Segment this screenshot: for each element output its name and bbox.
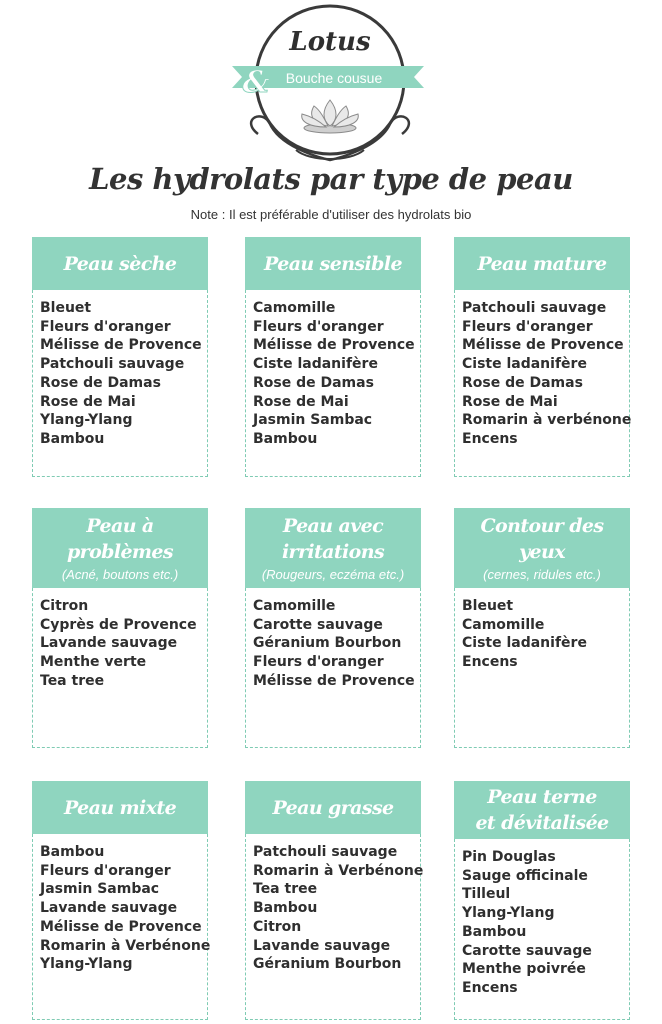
- card-header: [454, 508, 630, 588]
- card-subtitle: (Rougeurs, eczéma etc.): [261, 567, 405, 582]
- list-item: Sauge officinale: [462, 867, 588, 884]
- list-item: Jasmin Sambac: [253, 412, 373, 429]
- list-item: Patchouli sauvage: [40, 356, 185, 373]
- card-title: Peau terne et dévitalisée: [475, 786, 609, 834]
- list-item: Tea tree: [253, 881, 318, 898]
- list-item: Fleurs d'oranger: [462, 318, 593, 335]
- list-item: Camomille: [253, 598, 336, 614]
- card-subtitle: (Acné, boutons etc.): [61, 567, 179, 582]
- list-item: Lavande sauvage: [253, 937, 391, 954]
- list-item: Mélisse de Provence: [253, 672, 415, 689]
- lotus-flower-icon: [302, 100, 359, 133]
- list-item: Encens: [462, 430, 518, 447]
- card-peau-sensible: [245, 237, 421, 477]
- list-item: Fleurs d'oranger: [40, 318, 171, 335]
- card-list: [253, 843, 424, 974]
- list-item: Rose de Damas: [40, 374, 161, 391]
- card-title: Peau sensible: [264, 252, 402, 275]
- list-item: Rose de Damas: [462, 374, 583, 391]
- card-title: Peau mixte: [63, 796, 177, 819]
- list-item: Camomille: [253, 300, 336, 316]
- list-item: Lavande sauvage: [40, 635, 178, 652]
- card-body: [454, 839, 630, 1020]
- list-item: Rose de Damas: [253, 374, 374, 391]
- list-item: Patchouli sauvage: [253, 844, 398, 860]
- card-title: Peau avec irritations: [281, 515, 385, 563]
- list-item: Rose de Mai: [462, 393, 558, 410]
- card-peau-terne: [454, 781, 630, 1020]
- list-item: Ylang-Ylang: [462, 905, 555, 922]
- card-list: [462, 597, 629, 672]
- list-item: Tilleul: [462, 886, 511, 903]
- card-body: [245, 588, 421, 748]
- list-item: Menthe poivrée: [462, 961, 586, 978]
- list-item: Bambou: [253, 900, 318, 917]
- list-item: Ciste ladanifère: [253, 356, 378, 373]
- list-item: Fleurs d'oranger: [253, 654, 384, 671]
- list-item: Romarin à Verbénone: [253, 862, 424, 879]
- card-list: [253, 299, 420, 449]
- card-title: Peau mature: [477, 252, 607, 275]
- list-item: Fleurs d'oranger: [40, 862, 171, 879]
- card-subtitle: (cernes, ridules etc.): [483, 567, 601, 582]
- list-item: Citron: [40, 598, 89, 614]
- list-item: Bambou: [40, 844, 105, 860]
- list-item: Cyprès de Provence: [40, 616, 197, 633]
- lotus-logo: [0, 0, 662, 170]
- list-item: Lavande sauvage: [40, 900, 178, 917]
- card-peau-a-problemes: [32, 508, 208, 748]
- list-item: Mélisse de Provence: [462, 337, 624, 354]
- page-title: Les hydrolats par type de peau: [89, 162, 573, 196]
- list-item: Bambou: [40, 430, 105, 447]
- list-item: Patchouli sauvage: [462, 300, 607, 316]
- list-item: Bambou: [253, 430, 318, 447]
- list-item: Mélisse de Provence: [40, 918, 202, 935]
- card-header: [245, 781, 421, 834]
- card-title: Peau sèche: [63, 252, 177, 275]
- list-item: Mélisse de Provence: [40, 337, 202, 354]
- card-list: [40, 843, 211, 974]
- list-item: Bleuet: [40, 300, 92, 316]
- card-header: [454, 237, 630, 290]
- list-item: Ylang-Ylang: [40, 412, 133, 429]
- list-item: Carotte sauvage: [462, 942, 592, 959]
- card-body: [245, 290, 421, 477]
- card-peau-mature: [454, 237, 630, 477]
- list-item: Fleurs d'oranger: [253, 318, 384, 335]
- card-body: [454, 290, 630, 477]
- list-item: Bambou: [462, 923, 527, 940]
- card-list: [462, 299, 632, 449]
- list-item: Pin Douglas: [462, 849, 556, 865]
- list-item: Géranium Bourbon: [253, 635, 402, 652]
- list-item: Encens: [462, 979, 518, 996]
- card-header: [32, 781, 208, 834]
- list-item: Citron: [253, 918, 302, 935]
- list-item: Ylang-Ylang: [40, 956, 133, 973]
- card-list: [40, 299, 207, 449]
- list-item: Rose de Mai: [253, 393, 349, 410]
- card-body: [245, 834, 424, 1020]
- list-item: Camomille: [462, 616, 545, 633]
- list-item: Mélisse de Provence: [253, 337, 415, 354]
- list-item: Rose de Mai: [40, 393, 136, 410]
- card-header: [245, 508, 421, 588]
- card-header: [32, 237, 208, 290]
- card-body: [454, 588, 630, 748]
- logo-ampersand: &: [242, 65, 270, 100]
- card-peau-grasse: [245, 781, 424, 1020]
- logo-tagline: Bouche cousue: [285, 70, 383, 86]
- list-item: Ciste ladanifère: [462, 356, 587, 373]
- list-item: Romarin à verbénone: [462, 412, 632, 429]
- list-item: Carotte sauvage: [253, 616, 383, 633]
- card-body: [32, 290, 208, 477]
- card-contour-des-yeux: [454, 508, 630, 748]
- list-item: Géranium Bourbon: [253, 956, 402, 973]
- card-title: Peau à problèmes: [66, 515, 174, 563]
- list-item: Jasmin Sambac: [40, 881, 160, 898]
- card-list: [253, 597, 420, 691]
- list-item: Bleuet: [462, 598, 514, 614]
- card-peau-avec-irritations: [245, 508, 421, 748]
- list-item: Romarin à Verbénone: [40, 937, 211, 954]
- card-peau-seche: [32, 237, 208, 477]
- list-item: Menthe verte: [40, 654, 147, 671]
- logo-name: Lotus: [289, 27, 371, 57]
- card-list: [462, 848, 629, 998]
- card-header: [245, 237, 421, 290]
- list-item: Tea tree: [40, 672, 105, 689]
- card-list: [40, 597, 207, 691]
- card-header: [454, 781, 630, 839]
- card-title: Peau grasse: [272, 796, 394, 819]
- card-peau-mixte: [32, 781, 211, 1020]
- card-body: [32, 588, 208, 748]
- list-item: Ciste ladanifère: [462, 635, 587, 652]
- card-body: [32, 834, 211, 1020]
- note-text: Note : Il est préférable d'utiliser des hydrolats bio: [190, 207, 472, 222]
- list-item: Encens: [462, 654, 518, 671]
- card-header: [32, 508, 208, 588]
- card-title: Contour des yeux: [480, 515, 604, 563]
